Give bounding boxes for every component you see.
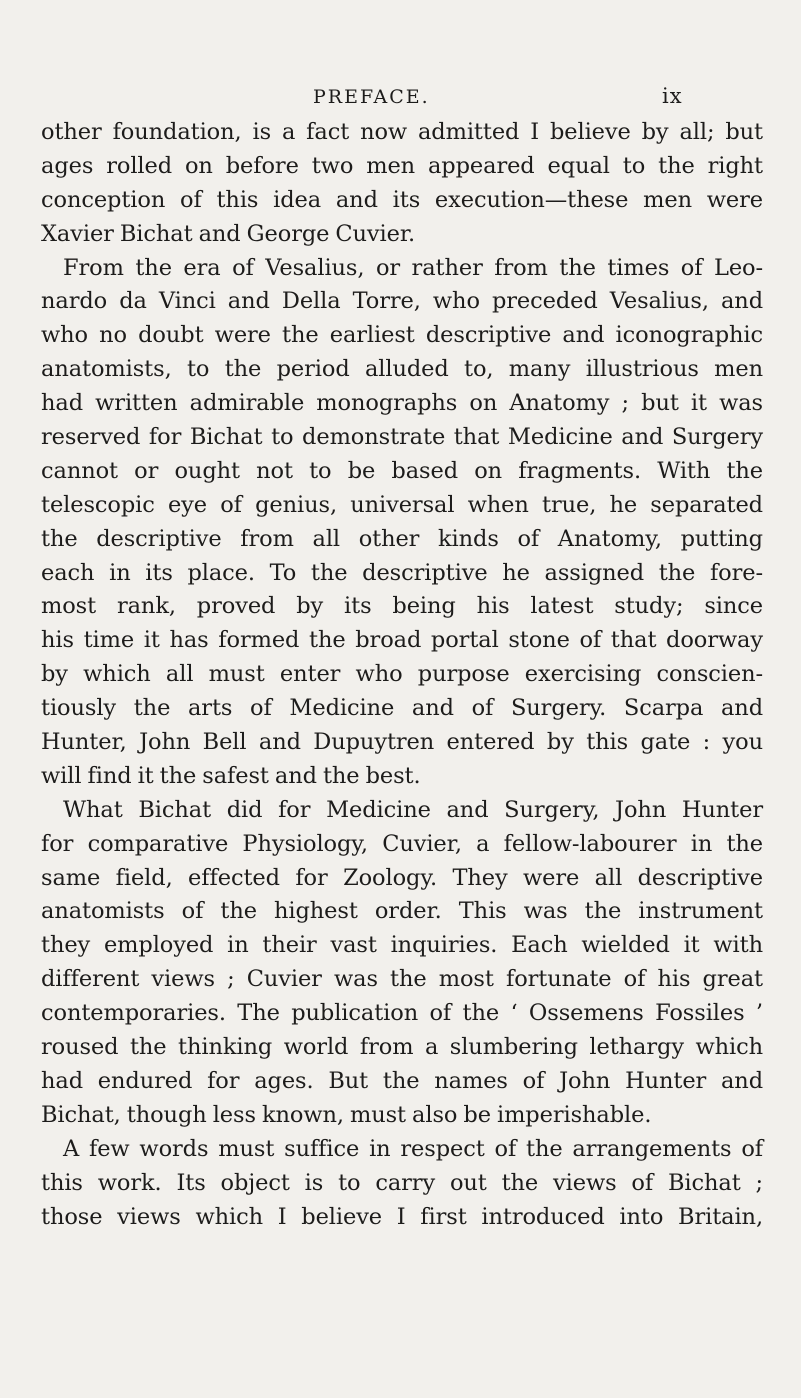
text-line: Xavier Bichat and George Cuvier. [41, 220, 416, 247]
body-text [41, 116, 763, 1234]
text-line: Hunter, John Bell and Dupuytren entered by this gate : you [41, 729, 763, 756]
text-line: conception of this idea and its execution—these men were [41, 186, 763, 213]
text-line: Bichat, though less known, must also be imperishable. [41, 1101, 652, 1128]
text-line: had written admirable monographs on Anatomy ; but it was [41, 390, 763, 417]
text-line: those views which I believe I first introduced into Britain, [41, 1203, 763, 1230]
text-line: they employed in their vast inquiries. Each wielded it with [41, 932, 763, 959]
text-line: From the era of Vesalius, or rather from the times of Leo- [63, 254, 763, 281]
text-line: A few words must suffice in respect of the arrangements of [63, 1135, 763, 1162]
text-line: roused the thinking world from a slumbering lethargy which [41, 1034, 763, 1061]
text-line: ages rolled on before two men appeared equal to the right [41, 152, 763, 179]
text-line: will find it the safest and the best. [41, 762, 421, 789]
text-line: nardo da Vinci and Della Torre, who preceded Vesalius, and [41, 288, 763, 315]
text-line: most rank, proved by its being his latest study; since [41, 593, 763, 620]
text-line: other foundation, is a fact now admitted I believe by all; but [41, 119, 763, 145]
page-number: ix [662, 84, 683, 108]
text-line: anatomists, to the period alluded to, many illustrious men [41, 356, 763, 383]
text-line: his time it has formed the broad portal stone of that doorway [41, 627, 763, 654]
text-line: had endured for ages. But the names of John Hunter and [41, 1067, 763, 1094]
text-line: reserved for Bichat to demonstrate that Medicine and Surgery [41, 424, 763, 451]
text-line: the descriptive from all other kinds of Anatomy, putting [41, 525, 763, 552]
text-line: for comparative Physiology, Cuvier, a fellow-labourer in the [41, 830, 763, 857]
text-line: tiously the arts of Medicine and of Surgery. Scarpa and [41, 695, 763, 722]
text-line: cannot or ought not to be based on fragments. With the [41, 457, 763, 484]
text-line: different views ; Cuvier was the most fortunate of his great [41, 966, 763, 993]
text-line: contemporaries. The publication of the ‘ Ossemens Fossiles ’ [41, 1000, 763, 1027]
text-line: telescopic eye of genius, universal when true, he separated [41, 491, 763, 518]
text-line: same field, effected for Zoology. They were all descriptive [41, 864, 763, 891]
text-line: who no doubt were the earliest descriptive and iconographic [41, 322, 763, 349]
running-title: PREFACE. [313, 86, 430, 108]
text-line: by which all must enter who purpose exercising conscien- [41, 661, 763, 688]
text-line: each in its place. To the descriptive he assigned the fore- [41, 559, 763, 586]
text-line: anatomists of the highest order. This was the instrument [41, 898, 763, 925]
text-line: this work. Its object is to carry out the views of Bichat ; [41, 1169, 763, 1196]
text-line: What Bichat did for Medicine and Surgery, John Hunter [63, 796, 763, 823]
